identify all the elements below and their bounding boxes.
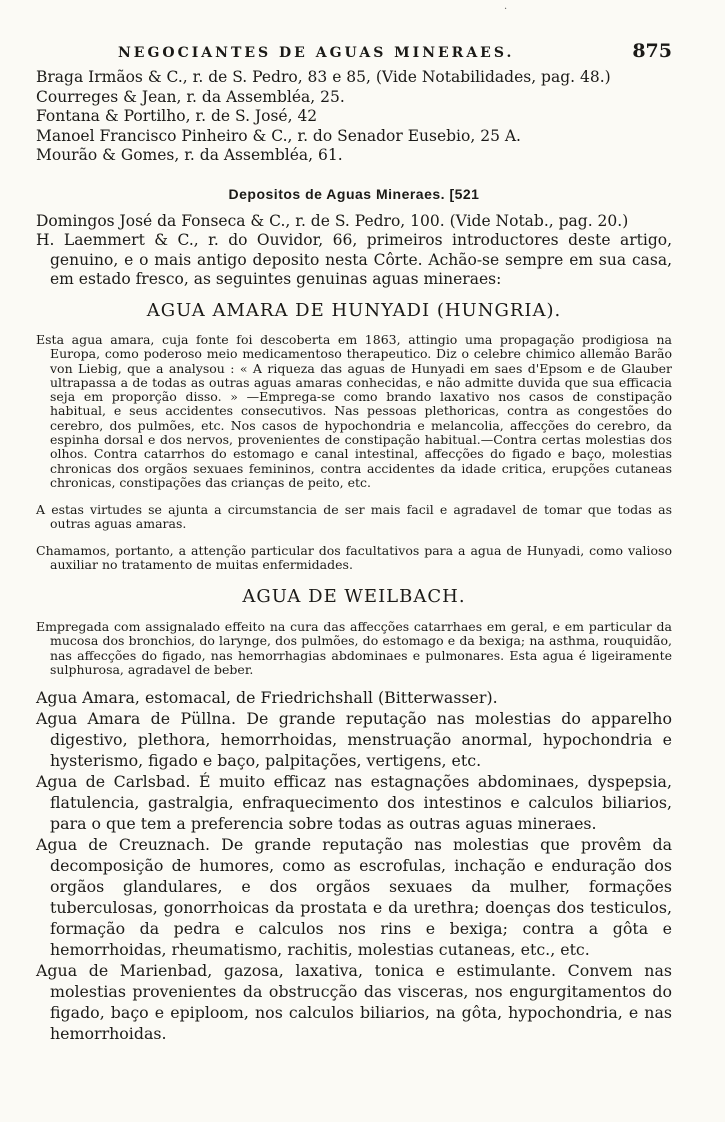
- list-item: Agua Amara de Püllna. De grande reputação nas molestias do apparelho digestivo, plethora, hemorrhoidas, menstruação anormal, hypochondria e hysterismo, figado e baço, palpitações, vertigens, etc.: [36, 709, 672, 771]
- page-header: [36, 40, 672, 68]
- paragraph: Chamamos, portanto, a attenção particular dos facultativos para a agua de Hunyadi, como valioso auxiliar no tratamento de muitas enfermidades.: [36, 542, 672, 573]
- paragraph: A estas virtudes se ajunta a circumstancia de ser mais facil e agradavel de tomar que todas as outras aguas amaras.: [36, 501, 672, 532]
- list-item: H. Laemmert & C., r. do Ouvidor, 66, primeiros introductores deste artigo, genuino, e o mais antigo deposito nesta Côrte. Achão-se sempre em sua casa, em estado fresco, as seguintes genuinas aguas mineraes:: [36, 231, 672, 288]
- list-item: Agua de Marienbad, gazosa, laxativa, tonica e estimulante. Convem nas molestias provenientes da obstrucção das visceras, nos engurgitamentos do figado, baço e epiploom, nos calculos biliarios, na gôta, hypochondria, e nas hemorrhoidas.: [36, 961, 672, 1044]
- margin-mark: ·: [504, 4, 508, 15]
- list-item: Mourão & Gomes, r. da Assembléa, 61.: [36, 146, 343, 164]
- paragraph: Esta agua amara, cuja fonte foi descoberta em 1863, attingio uma propagação prodigiosa na Europa, como poderoso meio medicamentoso therapeutico. Diz o celebre chimico allemão Barão von Liebig, que a analysou : « A riqueza das aguas de Hunyadi em saes d'Epsom e de Glauber ultrapassa a de todas as outras aguas amaras conhecidas, e não admitte duvida que sua efficacia seja em proporção disso. » —Emprega-se como brando laxativo nos casos de constipação habitual, e seus accidentes consecutivos. Nas pessoas plethoricas, contra as congestões do cerebro, dos pulmões, etc. Nos casos de hypochondria e melancolia, affecções do cerebro, da espinha dorsal e dos nervos, provenientes de constipação habitual.—Contra certas molestias dos olhos. Contra catarrhos do estomago e canal intestinal, affecções do figado e baço, molestias chronicas dos orgãos sexuaes femininos, contra accidentes da idade critica, erupções cutaneas chronicas, constipações das crianças de peito, etc.: [36, 332, 672, 490]
- list-item: Courreges & Jean, r. da Assembléa, 25.: [36, 87, 345, 106]
- list-item: Braga Irmãos & C., r. de S. Pedro, 83 e 85, (Vide Notabilidades, pag. 48.): [36, 68, 611, 86]
- list-item: Agua de Carlsbad. É muito efficaz nas estagnações abdominaes, dyspepsia, flatulencia, gastralgia, enfraquecimento dos intestinos e calculos biliarios, para o que tem a preferencia sobre todas as outras aguas mineraes.: [36, 772, 672, 834]
- hunyadi-title: AGUA AMARA DE HUNYADI (HUNGRIA).: [146, 299, 562, 321]
- running-title: NEGOCIANTES DE AGUAS MINERAES.: [118, 45, 515, 61]
- list-item: Fontana & Portilho, r. de S. José, 42: [36, 107, 318, 125]
- dealer-list: [36, 68, 672, 166]
- page: [36, 40, 672, 1044]
- list-item: Manoel Francisco Pinheiro & C., r. do Senador Eusebio, 25 A.: [36, 126, 521, 145]
- list-item: Domingos José da Fonseca & C., r. de S. Pedro, 100. (Vide Notab., pag. 20.): [36, 211, 629, 230]
- page-number: 875: [632, 40, 672, 62]
- weilbach-title: AGUA DE WEILBACH.: [242, 586, 466, 608]
- paragraph: Empregada com assignalado effeito na cura das affecções catarrhaes em geral, e em particular da mucosa dos bronchios, do larynge, dos pulmões, do estomago e da bexiga; na asthma, rouquidão, nas affecções do figado, nas hemorrhagias abdominaes e pulmonares. Esta agua é ligeiramente sulphurosa, agradavel de beber.: [36, 618, 672, 677]
- list-item: Agua de Creuznach. De grande reputação nas molestias que provêm da decomposição de humores, como as escrofulas, inchação e enduração dos orgãos glandulares, e dos orgãos sexuaes da mulher, formações tuberculosas, gonorrhoicas da prostata e da urethra; doenças dos testiculos, formação da pedra e calculos nos rins e bexiga; contra a gôta e hemorrhoidas, rheumatismo, rachitis, molestias cutaneas, etc., etc.: [36, 835, 672, 960]
- list-item: Agua Amara, estomacal, de Friedrichshall (Bitterwasser).: [36, 688, 498, 708]
- section-title: Depositos de Aguas Mineraes. [521: [228, 185, 480, 202]
